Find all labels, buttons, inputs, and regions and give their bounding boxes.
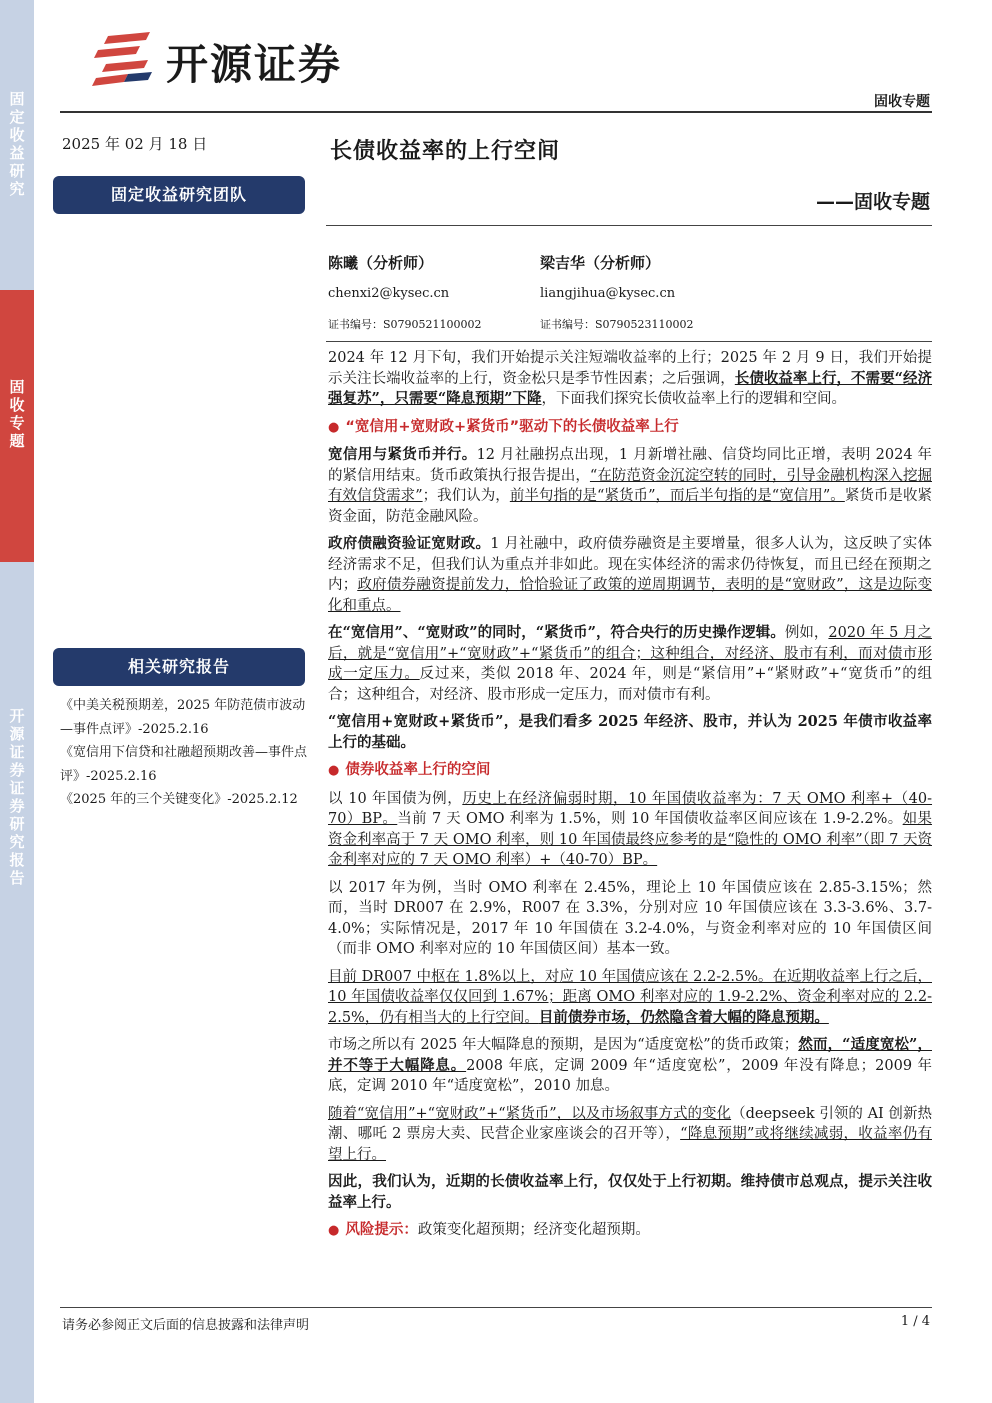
paragraph-text: 反过来，类似 2018 年、2024 年，则是“紧信用”+“紧财政”+“宽货币”的组合；这种组合，对经济、股市形成一定压力，而对债市有利。 <box>328 666 933 703</box>
report-date: 2025 年 02 月 18 日 <box>62 135 208 153</box>
paragraph-underline: 目前 DR007 中枢在 1.8%以上，对应 10 年国债应该在 2.2-2.5%。在近期收益率上行之后，10 年国债收益率仅仅回到 1.67%；距离 OMO 利率对应的 1.9-2.2%、资金利率对应的 2.2-2.5%，仍有相当大的上行空间。 <box>328 968 932 1026</box>
paragraph-text: （deepseek 引领的 AI 创新热潮、哪吒 2 票房大卖、民营企业家座谈会的召开等）， <box>328 1105 932 1142</box>
analyst-email[interactable]: chenxi2@kysec.cn <box>328 286 450 301</box>
section-heading <box>328 760 932 782</box>
company-logo <box>88 30 388 90</box>
paragraph-text: 1 月社融中，政府债券融资是主要增量，很多人认为，这反映了实体经济需求不足，但我们认为重点并非如此。现在实体经济的需求仍待恢复，而且已经在预期之内； <box>328 536 932 593</box>
paragraph-text: 紧货币是收紧资金面，防范金融风险。 <box>328 488 932 525</box>
paragraph-underline: 随着“宽信用”+“宽财政”+“紧货币”，以及市场叙事方式的变化 <box>328 1105 732 1122</box>
report-body <box>328 348 932 1249</box>
bullet-icon: ● <box>328 763 340 778</box>
footer-divider <box>60 1307 932 1308</box>
header-divider <box>60 111 932 113</box>
paragraph-underline: 2020 年 5 月之后，就是“宽信用”+“宽财政”+“紧货币”的组合；这种组合，对经济、股市有利，而对债市形成一定压力。 <box>328 625 932 682</box>
left-strip <box>0 0 34 1403</box>
strip-brand-text: 开源证券 证券研究报告 <box>9 707 25 887</box>
paragraph-emphasis: 目前债券市场，仍然隐含着大幅的降息预期。 <box>538 1008 829 1026</box>
paragraph-history <box>328 623 932 705</box>
report-subtitle: ——固收专题 <box>815 191 930 213</box>
paragraph-underline: 如果资金利率高于 7 天 OMO 利率，则 10 年国债最终应参考的是“隐性的 OMO 利率”（即 7 天资金利率对应的 7 天 OMO 利率）+（40-70）BP。 <box>328 811 932 868</box>
intro-emphasis: 长债收益率上行，不需要“经济强复苏”，只需要“降息预期”下降 <box>328 369 933 407</box>
analyst-card <box>540 252 740 332</box>
bullet-icon: ● <box>328 1223 340 1238</box>
report-title: 长债收益率的上行空间 <box>330 139 561 164</box>
risk-label: 风险提示： <box>345 1221 418 1238</box>
analyst-cert: 证书编号：S0790521100002 <box>328 318 482 331</box>
paragraph-underline: 前半句指的是“紧货币”，而后半句指的是“宽信用”。 <box>509 488 845 504</box>
page-number: 1 / 4 <box>900 1314 930 1329</box>
section-heading-text: 债券收益率上行的空间 <box>345 762 491 778</box>
kysec-logo-mark-icon <box>88 30 158 90</box>
analyst-divider <box>326 341 932 342</box>
analyst-name: 陈曦（分析师） <box>328 254 434 272</box>
section-heading-text: “宽信用+宽财政+紧货币”驱动下的长债收益率上行 <box>345 418 679 435</box>
paragraph-underline: 政府债券融资提前发力，恰恰验证了政策的逆周期调节，表明的是“宽财政”，这是边际变化和重点。 <box>328 577 933 614</box>
paragraph-text: 2008 年底，定调 2009 年“适度宽松”，2009 年没有降息；2009 年底，定调 2010 年“适度宽松”，2010 加息。 <box>328 1057 933 1094</box>
risk-notice <box>328 1220 932 1242</box>
strip-segment-topic <box>0 290 34 562</box>
strip-segment-brand <box>0 562 34 1403</box>
paragraph-lead: 宽信用与紧货币并行。 <box>328 446 477 463</box>
paragraph-text: 例如， <box>784 625 829 641</box>
paragraph-easing <box>328 1035 932 1097</box>
analyst-cert: 证书编号：S0790523110002 <box>540 318 694 331</box>
footer-disclaimer: 请务必参阅正文后面的信息披露和法律声明 <box>62 1318 310 1333</box>
related-report-link[interactable]: 《宽信用下信贷和社融超预期改善—事件点评》-2025.2.16 <box>60 745 308 784</box>
paragraph-current <box>328 967 932 1029</box>
strip-topic-text: 固收专题 <box>9 378 25 450</box>
paragraph-omo <box>328 789 932 871</box>
paragraph-underline: “降息预期”或将继续减弱，收益率仍有望上行。 <box>328 1126 932 1163</box>
analyst-card <box>328 252 528 332</box>
paragraph-underline: 历史上在经济偏弱时期，10 年国债收益率为：7 天 OMO 利率+（40-70）BP。 <box>328 790 933 827</box>
section-heading <box>328 417 932 439</box>
header-tag: 固收专题 <box>874 94 930 110</box>
logo-text: 开源证券 <box>166 40 343 89</box>
paragraph-credit <box>328 445 932 527</box>
paragraph-summary: 因此，我们认为，近期的长债收益率上行，仅仅处于上行初期。维持债市总观点，提示关注收益率上行。 <box>328 1173 932 1211</box>
paragraph-text: 以 10 年国债为例， <box>328 790 463 807</box>
analyst-name: 梁吉华（分析师） <box>540 254 661 272</box>
paragraph-fiscal <box>328 534 932 616</box>
title-divider <box>326 225 932 226</box>
analyst-email[interactable]: liangjihua@kysec.cn <box>540 286 676 301</box>
paragraph-narrative <box>328 1104 932 1166</box>
related-reports-label: 相关研究报告 <box>53 648 305 686</box>
paragraph-text: ；我们认为， <box>422 488 510 504</box>
paragraph-text: 市场之所以有 2025 年大幅降息的预期，是因为“适度宽松”的货币政策； <box>328 1037 799 1053</box>
paragraph-2017: 以 2017 年为例，当时 OMO 利率在 2.45%，理论上 10 年国债应该在 2.85-3.15%；然而，当时 DR007 在 2.9%，R007 在 3.3%，分别对应 10 年国债应该在 3.3-3.6%、3.7-4.0%；实际情况是，2017 年 10 年国债在 3.2-4.0%，与资金利率对应的 10 年国债区间（而非 OMO 利率对应的 10 年国债区间）基本一致。 <box>328 879 932 957</box>
intro-paragraph <box>328 348 932 410</box>
strip-category-text: 固定收益研究 <box>9 90 25 198</box>
paragraph-quote: “在防范资金沉淀空转的同时，引导金融机构深入挖掘有效信贷需求” <box>328 467 932 504</box>
risk-text: 政策变化超预期；经济变化超预期。 <box>417 1222 650 1238</box>
intro-text: 2024 年 12 月下旬，我们开始提示关注短端收益率的上行；2025 年 2 月 9 日，我们开始提示关注长端收益率的上行，资金松只是季节性因素；之后强调， <box>328 350 932 387</box>
paragraph-emphasis: 然而，“适度宽松”，并不等于大幅降息。 <box>328 1036 932 1074</box>
paragraph-conclusion: “宽信用+宽财政+紧货币”，是我们看多 2025 年经济、股市，并认为 2025 年债市收益率上行的基础。 <box>328 713 932 751</box>
related-reports-list <box>60 694 310 812</box>
intro-text: ，下面我们探究长债收益率上行的逻辑和空间。 <box>541 391 847 407</box>
bullet-icon: ● <box>328 419 340 435</box>
team-label: 固定收益研究团队 <box>53 176 305 214</box>
related-report-link[interactable]: 《中美关税预期差，2025 年防范债市波动—事件点评》-2025.2.16 <box>60 698 306 737</box>
paragraph-text: 当前 7 天 OMO 利率为 1.5%，则 10 年国债收益率区间应该在 1.9-2.2%。 <box>397 811 903 827</box>
paragraph-text: 12 月社融拐点出现，1 月新增社融、信贷均同比正增，表明 2024 年的紧信用结束。货币政策执行报告提出， <box>328 447 933 484</box>
related-report-link[interactable]: 《2025 年的三个关键变化》-2025.2.12 <box>60 792 298 807</box>
paragraph-lead: 政府债融资验证宽财政。 <box>328 535 491 552</box>
strip-segment-category <box>0 0 34 290</box>
paragraph-lead: 在“宽信用”、“宽财政”的同时，“紧货币”，符合央行的历史操作逻辑。 <box>328 624 785 641</box>
